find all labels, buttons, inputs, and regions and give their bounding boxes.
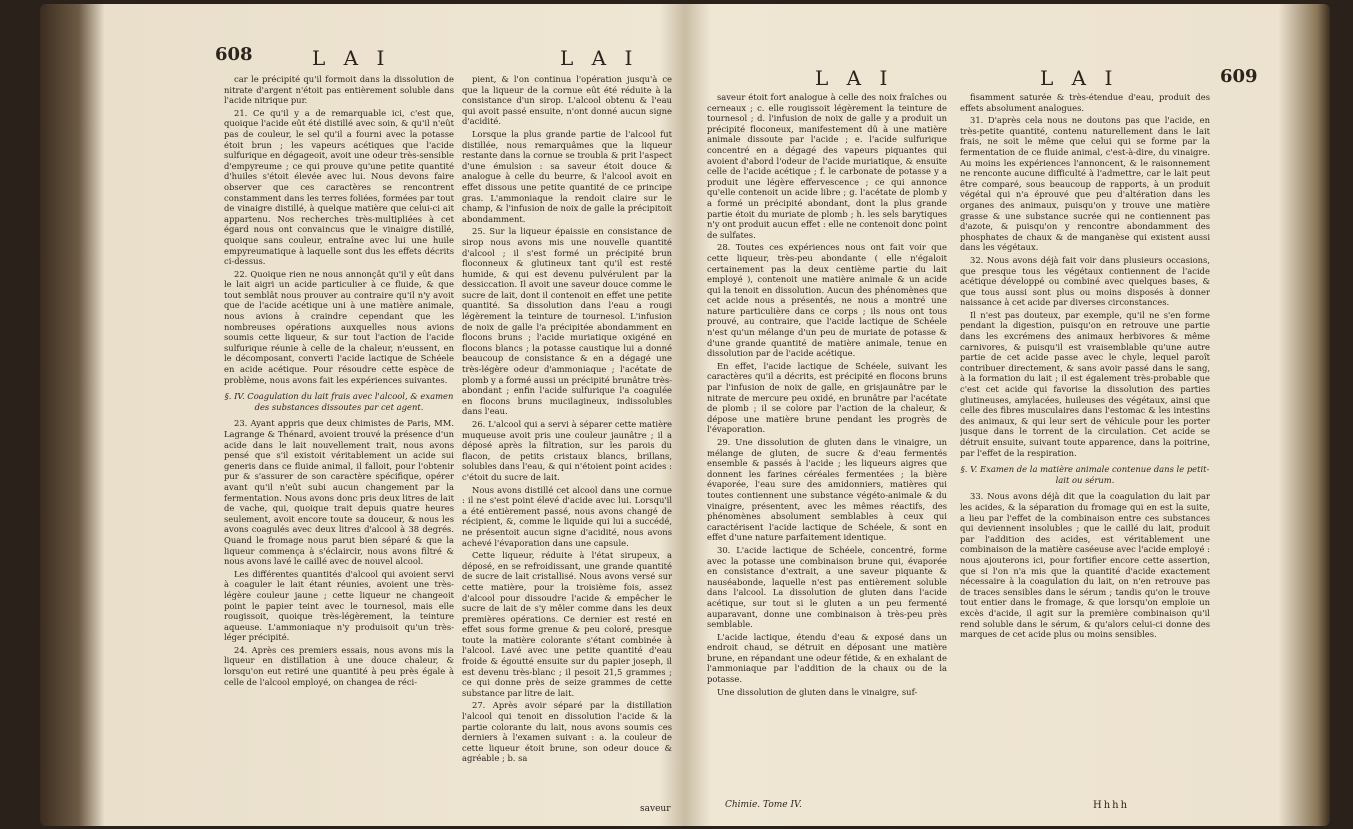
running-head-left-col1: L A I xyxy=(312,46,391,70)
section-heading: §. IV. Coagulation du lait frais avec l'alcool, & examen des substances dissoutes par cet agent. xyxy=(224,391,454,412)
paragraph: pient, & l'on continua l'opération jusqu'à ce que la liqueur de la cornue eût été réduite à la consistance d'un sirop. L'alcool obtenu & l'eau qui avoit passé ensuite, n'ont donné aucun signe d'acidité. xyxy=(462,74,672,127)
catchword-left: saveur xyxy=(640,804,671,814)
left-page-column-2 xyxy=(462,74,672,766)
paragraph: 30. L'acide lactique de Schéele, concentré, forme avec la potasse une combinaison brune qui, évaporée en consistance d'extrait, a une saveur piquante & nauséabonde, laquelle n'est pas entièrement soluble dans l'alcool. La dissolution de gluten dans l'acide acétique, sur tout si le gluten a un peu fermenté auparavant, donne une combinaison à très-peu près semblable. xyxy=(707,544,947,630)
paragraph: L'acide lactique, étendu d'eau & exposé dans un endroit chaud, se détruit en déposant une matière brune, en répandant une odeur fétide, & en exhalant de l'ammoniaque par l'addition de la chaux ou de la potasse. xyxy=(707,631,947,685)
paragraph: 21. Ce qu'il y a de remarquable ici, c'est que, quoique l'acide eût été distillé avec soin, & qu'il n'eût pas de couleur, le sel qu'il a fourni avec la potasse étoit brun ; les vapeurs acétiques que l'acide sulfurique en dégageoit, avoit une odeur très-sensible d'empyreume ; ce qui prouve qu'une petite quantité d'huiles s'étoit élevée avec lui. Nous devons faire observer que ces caractères se rencontrent constamment dans les terres foliées, formées par tout de vinaigre distillé, à quelque matière que celui-ci ait appartenu. Nos recherches très-multipliées à cet égard nous ont convaincus que le vinaigre distillé, quoique sans couleur, entraîne avec lui une huile empyreumatique à laquelle sont dus les effets décrits ci-dessus. xyxy=(224,107,454,267)
paragraph: car le précipité qu'il formoit dans la dissolution de nitrate d'argent n'étoit pas entièrement soluble dans l'acide nitrique pur. xyxy=(224,74,454,106)
paragraph: 33. Nous avons déjà dit que la coagulation du lait par les acides, & la séparation du fromage qui en est la suite, a lieu par l'effet de la combinaison entre ces substances qui deviennent insolubles ; que le caillé du lait, produit par l'addition des acides, est véritablement une combinaison de la matière caséeuse avec l'acide employé : nous ajouterons ici, pour fortifier encore cette assertion, que si l'on n'a mis que la quantité d'acide exactement nécessaire à la coagulation du lait, on n'en retrouve pas de traces sensibles dans le sérum ; tandis qu'on le trouve tout entier dans le fromage, & que lorsqu'on emploie un excès d'acide, il agit sur la première combinaison qu'il rend soluble dans le sérum, & qu'alors celui-ci donne des marques de cet acide plus ou moins sensibles. xyxy=(960,491,1210,640)
paragraph: Nous avons distillé cet alcool dans une cornue : il ne s'est point élevé d'acide avec lui. Lorsqu'il a été entièrement passé, nous avons changé de récipient, &, comme le liquide qui lui a succédé, ne présentoit aucun signe d'acidité, nous avons achevé l'évaporation dans une capsule. xyxy=(462,484,672,548)
paragraph: 27. Après avoir séparé par la distillation l'alcool qui tenoit en dissolution l'acide & la partie colorante du lait, nous avons soumis ces derniers à l'examen suivant : a. la couleur de cette liqueur étoit brune, son odeur douce & agréable ; b. sa xyxy=(462,700,672,764)
footer-volume: Chimie. Tome IV. xyxy=(725,800,802,810)
paragraph: saveur étoit fort analogue à celle des noix fraîches ou cerneaux ; c. elle rougissoit légèrement la teinture de tournesol ; d. l'infusion de noix de galle y a produit un précipité floconeux, manifestement dû à une matière animale dissoute par l'acide ; e. l'acide sulfurique concentré en a dégagé des vapeurs piquantes qui avoient d'abord l'odeur de l'acide muriatique, & ensuite celle de l'acide acétique ; f. le carbonate de potasse y a produit une légère effervescence ; ce qui annonce qu'elle contenoit un acide libre ; g. l'acétate de plomb y a formé un précipité abondant, dont la plus grande partie étoit du muriate de plomb ; h. les sels barytiques n'y ont produit aucun effet : elle ne contenoit donc point de sulfates. xyxy=(707,92,947,240)
right-page-column-2 xyxy=(960,92,1210,642)
page-number-left: 608 xyxy=(215,44,253,65)
signature-mark: Hhhh xyxy=(1093,800,1130,811)
running-head-right-col1: L A I xyxy=(815,66,894,90)
paragraph: 32. Nous avons déjà fait voir dans plusieurs occasions, que presque tous les végétaux contiennent de l'acide acétique développé ou combiné avec quelques bases, & que tous aussi sont plus ou moins disposés à donner naissance à cet acide par diverses circonstances. xyxy=(960,254,1210,308)
paragraph: 25. Sur la liqueur épaissie en consistance de sirop nous avons mis une nouvelle quantité d'alcool ; il s'est formé un précipité brun floconneux & glutineux tant qu'il est resté humide, & qui est devenu pulvérulent par la dessiccation. Il avoit une saveur douce comme le sucre de lait, dont il contenoit en effet une petite quantité. Sa dissolution dans l'eau a rougi légèrement la teinture de tournesol. L'infusion de noix de galle l'a précipitée abondamment en flocons bruns ; l'acide muriatique oxigéné en flocons blancs ; la potasse caustique lui a donné beaucoup de consistance & en a dégagé une très-légère odeur d'ammoniaque ; l'acétate de plomb y a formé aussi un précipité brunâtre très-abondant ; enfin l'acide sulfurique l'a coagulée en flocons bruns mucilagineux, indissolubles dans l'eau. xyxy=(462,226,672,417)
paragraph: Une dissolution de gluten dans le vinaigre, suf- xyxy=(717,686,918,697)
right-page-column-1 xyxy=(707,92,947,699)
paragraph: fisamment saturée & très-étendue d'eau, produit des effets absolument analogues. xyxy=(960,92,1210,113)
paragraph: 24. Après ces premiers essais, nous avons mis la liqueur en distillation à une douce chaleur, & lorsqu'on eut retiré une quantité à peu près égale à celle de l'alcool employé, on changea de réci- xyxy=(224,644,454,687)
paragraph: 31. D'après cela nous ne doutons pas que l'acide, en très-petite quantité, contenu naturellement dans le lait frais, ne soit le même que celui qui se forme par la fermentation de ce fluide animal, c'est-à-dire, du vinaigre. Au moins les expériences l'annoncent, & le raisonnement ne renconte aucune difficulté à l'admettre, car le lait peut être comparé, sous beaucoup de rapports, à un produit végétal qui n'a éprouvé que peu d'altération dans les organes des animaux, puisqu'on y trouve une matière grasse & une substance sucrée qui ne contiennent pas d'azote, & puisqu'on y rencontre abondamment des phosphates de chaux & de manganèse qui existent aussi dans les végétaux. xyxy=(960,115,1210,253)
paragraph: Il n'est pas douteux, par exemple, qu'il ne s'en forme pendant la digestion, puisqu'on en retrouve une partie dans les excrémens des animaux herbivores & même carnivores, & puisqu'il est vraisemblable qu'une autre partie de cet acide passe avec le chyle, lequel paroît contribuer directement, & sans avoir passé dans le sang, à la formation du lait ; il est également très-probable que c'est cet acide qui favorise la dissolution des parties glutineuses, amylacées, huileuses des végétaux, ainsi que celle des fibres musculaires dans l'estomac & les intestins des animaux, & qui leur sert de véhicule pour les porter jusque dans le torrent de la circulation. Cet acide se détruit ensuite, suivant toute apparence, dans la poitrine, par l'effet de la respiration. xyxy=(960,309,1210,458)
right-page xyxy=(685,4,1330,826)
section-heading: §. V. Examen de la matière animale contenue dans le petit-lait ou sérum. xyxy=(960,464,1210,485)
running-head-right-col2: L A I xyxy=(1040,66,1119,90)
paragraph: 26. L'alcool qui a servi à séparer cette matière muqueuse avoit pris une couleur jaunâtre ; il a déposé après la filtration, sur les parois du flacon, de petits cristaux blancs, brillans, solubles dans l'eau, & qui n'étoient point acides : c'étoit du sucre de lait. xyxy=(462,419,672,482)
paragraph: 22. Quoique rien ne nous annonçât qu'il y eût dans le lait aigri un acide particulier à ce fluide, & que tout semblât nous prouver au contraire qu'il n'y avoit que de l'acide acétique uni à une matière animale, nous avions à craindre cependant que les nombreuses opérations auxquelles nous avions soumis cette liqueur, & sur tout l'action de l'acide sulfurique réunie à celle de la chaleur, n'eussent, en le décomposant, converti l'acide lactique de Schéele en acide acétique. Pour résoudre cette espèce de problème, nous avons fait les expériences suivantes. xyxy=(224,268,454,385)
paragraph: Cette liqueur, réduite à l'état sirupeux, a déposé, en se refroidissant, une grande quantité de sucre de lait cristallisé. Nous avons versé sur cette matière, pour la troisième fois, assez d'alcool pour dissoudre l'acide & empêcher le sucre de lait de s'y mêler comme dans les deux premières opérations. Ce dernier est resté en effet sous forme grenue & peu coloré, presque toute la matière colorante s'étant combinée à l'alcool. Lavé avec une petite quantité d'eau froide & égoutté ensuite sur du papier joseph, il est devenu très-blanc ; il pesoit 21,5 grammes ; ce qui donne près de seize grammes de cette substance par litre de lait. xyxy=(462,550,672,698)
running-head-left-col2: L A I xyxy=(560,46,639,70)
open-book xyxy=(40,4,1330,826)
paragraph: 23. Ayant appris que deux chimistes de Paris, MM. Lagrange & Thénard, avoient trouvé la présence d'un acide dans le lait nouvellement trait, nous avons pensé que s'il existoit véritablement un acide sui generis dans ce fluide animal, il falloit, pour l'obtenir pur & s'assurer de son caractère spécifique, opérer avant qu'il n'eût subi aucun changement par la fermentation. Nous avons donc pris deux litres de lait de vache, qui, quoique trait depuis quatre heures seulement, avoit encore toute sa douceur, & nous les avons coagulés avec deux litres d'alcool à 38 degrés. Quand le fromage nous parut bien séparé & que la liqueur commença à s'éclaircir, nous avons filtré & nous avons lavé le caillé avec de nouvel alcool. xyxy=(224,418,454,567)
paragraph: Lorsque la plus grande partie de l'alcool fut distillée, nous remarquâmes que la liqueur restante dans la cornue se troubla & prit l'aspect d'une émulsion : sa saveur étoit douce & analogue à celle du beurre, & l'alcool avoit en effet dissous une petite quantité de ce principe gras. L'ammoniaque la rendoit claire sur le champ, & l'infusion de noix de galle la précipitoit abondamment. xyxy=(462,128,672,224)
left-page-column-1 xyxy=(224,74,454,689)
page-number-right: 609 xyxy=(1220,66,1258,87)
paragraph: En effet, l'acide lactique de Schéele, suivant les caractères qu'il a décrits, est précipité en flocons bruns par l'infusion de noix de galle, en grisjaunâtre par le nitrate de mercure peu oxidé, en brunâtre par l'acétate de plomb ; il se colore par l'action de la chaleur, & dépose une matière brune pendant les progrès de l'évaporation. xyxy=(707,360,947,435)
left-page xyxy=(40,4,685,826)
paragraph: 28. Toutes ces expériences nous ont fait voir que cette liqueur, très-peu abondante ( elle n'égaloit certainement pas la deux centième partie du lait employé ), contenoit une matière animale & un acide qui la tenoit en dissolution. Aucun des phénomènes que cet acide nous a présentés, ne nous a montré une nature particulière dans ce corps ; ils nous ont tous prouvé, au contraire, que l'acide lactique de Schéele n'est qu'un mélange d'un peu de muriate de potasse & d'une grande quantité de matière animale, tenue en dissolution par de l'acide acétique. xyxy=(707,242,947,359)
paragraph: Les différentes quantités d'alcool qui avoient servi à coaguler le lait étant réunies, avoient une très-légère couleur jaune ; cette liqueur ne changeoit point le papier teint avec le tournesol, mais elle rougissoit, quoique très-légèrement, la teinture aqueuse. L'ammoniaque n'y produisoit qu'un très-léger précipité. xyxy=(224,568,454,643)
paragraph: 29. Une dissolution de gluten dans le vinaigre, un mélange de gluten, de sucre & d'eau fermentés ensemble & passés à l'acide ; les liqueurs aigres que donnent les farines céréales fermentées ; la bière évaporée, l'eau sure des amidonniers, matières qui toutes contiennent une substance végéto-animale & du vinaigre, présentent, avec les mêmes réactifs, des phénomènes absolument semblables à ceux qui caractérisent l'acide lactique de Schéele, & sont en effet d'une nature parfaitement identique. xyxy=(707,437,947,543)
